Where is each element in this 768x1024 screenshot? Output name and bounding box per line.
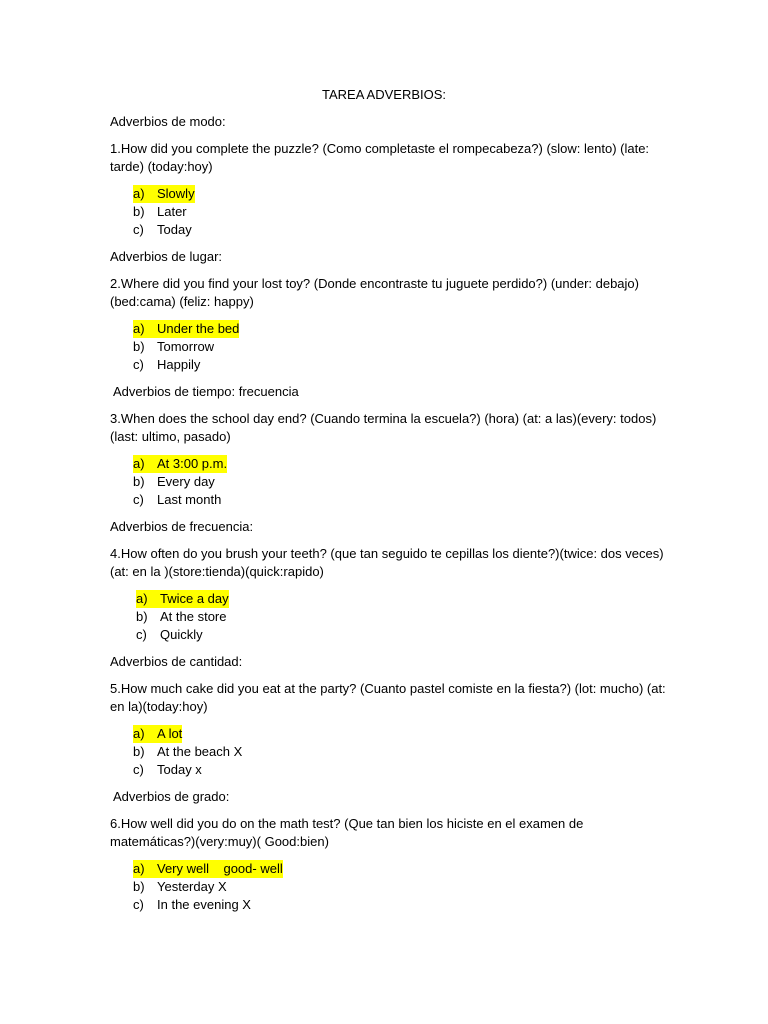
option-text: Today xyxy=(157,222,192,237)
answer-option xyxy=(133,185,693,203)
section-heading: Adverbios de tiempo: frecuencia xyxy=(113,384,299,399)
option-letter: b) xyxy=(133,474,145,489)
answer-option xyxy=(133,725,693,743)
option-text: Quickly xyxy=(160,627,203,642)
section-heading: Adverbios de lugar: xyxy=(110,249,223,264)
answer-option xyxy=(133,491,693,509)
option-text: Every day xyxy=(157,474,215,489)
option-letter: b) xyxy=(133,744,145,759)
option-letter: a) xyxy=(136,590,160,608)
answer-option xyxy=(133,320,693,338)
option-letter: c) xyxy=(136,627,147,642)
section-heading: Adverbios de frecuencia: xyxy=(110,519,254,534)
answer-option xyxy=(133,860,693,878)
option-letter: b) xyxy=(133,879,145,894)
option-text: Happily xyxy=(157,357,201,372)
answer-options xyxy=(133,185,693,239)
option-text: Under the bed xyxy=(157,321,240,336)
option-text: In the evening X xyxy=(157,897,251,912)
answer-option xyxy=(133,221,693,239)
section-heading: Adverbios de modo: xyxy=(110,114,226,129)
option-letter: c) xyxy=(133,492,144,507)
option-text: Last month xyxy=(157,492,222,507)
answer-option xyxy=(133,473,693,491)
document-title: TAREA ADVERBIOS: xyxy=(321,87,447,102)
answer-option xyxy=(133,878,693,896)
answer-option xyxy=(133,761,693,779)
question-text: 3.When does the school day end? (Cuando termina la escuela?) (hora) (at: a las)(every: todos) (last: ultimo, pasado) xyxy=(110,411,657,444)
answer-options xyxy=(136,590,696,644)
option-letter: a) xyxy=(133,725,157,743)
option-letter: b) xyxy=(133,339,145,354)
section-heading: Adverbios de grado: xyxy=(113,789,230,804)
option-text: Later xyxy=(157,204,187,219)
option-text: At the store xyxy=(160,609,227,624)
option-letter: a) xyxy=(133,860,157,878)
option-text: Tomorrow xyxy=(157,339,215,354)
option-letter: b) xyxy=(133,204,145,219)
answer-option xyxy=(133,338,693,356)
answer-option xyxy=(133,896,693,914)
answer-option xyxy=(133,203,693,221)
option-text: At 3:00 p.m. xyxy=(157,456,228,471)
option-letter: c) xyxy=(133,222,144,237)
option-text: Twice a day xyxy=(160,591,229,606)
option-letter: b) xyxy=(136,609,148,624)
answer-option xyxy=(133,356,693,374)
option-text: Very well good- well xyxy=(157,861,283,876)
section-heading: Adverbios de cantidad: xyxy=(110,654,243,669)
option-letter: c) xyxy=(133,897,144,912)
answer-option xyxy=(136,590,696,608)
option-text: A lot xyxy=(157,726,183,741)
option-letter: a) xyxy=(133,455,157,473)
option-letter: a) xyxy=(133,185,157,203)
answer-options xyxy=(133,320,693,374)
answer-options xyxy=(133,725,693,779)
answer-option xyxy=(136,626,696,644)
answer-option xyxy=(133,743,693,761)
option-letter: c) xyxy=(133,357,144,372)
option-letter: a) xyxy=(133,320,157,338)
answer-options xyxy=(133,455,693,509)
answer-options xyxy=(133,860,693,914)
question-text: 1.How did you complete the puzzle? (Como completaste el rompecabeza?) (slow: lento) (late: tarde) (today:hoy) xyxy=(110,141,650,174)
question-text: 4.How often do you brush your teeth? (que tan seguido te cepillas los diente?)(twice: dos veces)(at: en la )(store:tienda)(quick:rapido) xyxy=(110,546,664,579)
question-text: 5.How much cake did you eat at the party? (Cuanto pastel comiste en la fiesta?) (lot: mucho) (at: en la)(today:hoy) xyxy=(110,681,666,714)
option-text: At the beach X xyxy=(157,744,243,759)
option-text: Yesterday X xyxy=(157,879,227,894)
option-letter: c) xyxy=(133,762,144,777)
option-text: Slowly xyxy=(157,186,195,201)
option-text: Today x xyxy=(157,762,202,777)
answer-option xyxy=(136,608,696,626)
question-text: 2.Where did you find your lost toy? (Donde encontraste tu juguete perdido?) (under: debajo) (bed:cama) (feliz: happy) xyxy=(110,276,639,309)
answer-option xyxy=(133,455,693,473)
question-text: 6.How well did you do on the math test? (Que tan bien los hiciste en el examen de matemáticas?)(very:muy)( Good:bien) xyxy=(110,816,584,849)
